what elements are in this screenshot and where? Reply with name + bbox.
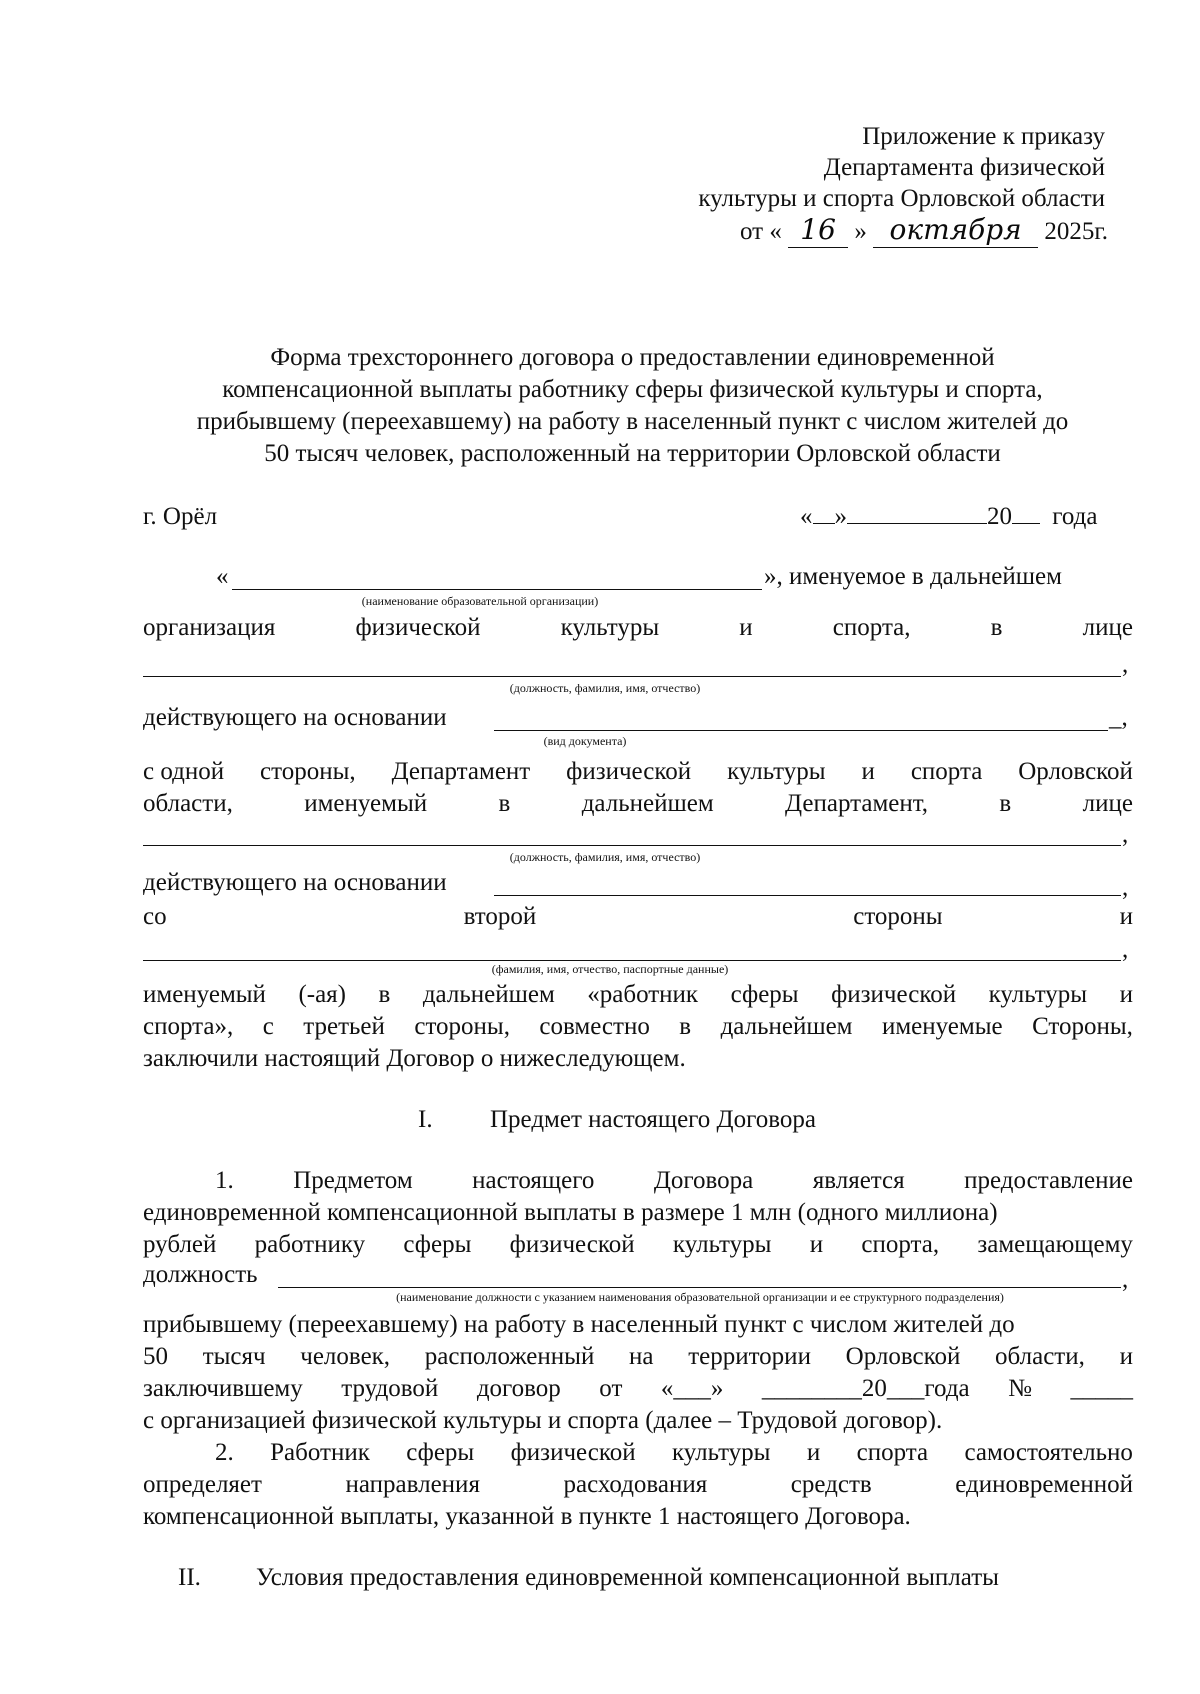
word: средств: [790, 1471, 872, 1498]
word: _____: [1070, 1375, 1133, 1402]
word: и: [861, 758, 875, 785]
word: заключившему: [143, 1375, 303, 1402]
position-line: [278, 1287, 1121, 1288]
word: работнику: [254, 1231, 366, 1258]
word: дальнейшем: [581, 790, 714, 817]
title-line-4: 50 тысяч человек, расположенный на территории Орловской области: [264, 440, 1001, 467]
word: физической: [566, 758, 692, 785]
word: с одной: [143, 758, 225, 785]
section1-title: Предмет настоящего Договора: [490, 1106, 816, 1133]
word: спорта»,: [143, 1013, 234, 1040]
word: культуры: [672, 1231, 772, 1258]
word: физической: [510, 1439, 636, 1466]
acting-basis-2: действующего на основании: [143, 869, 447, 896]
word: Стороны,: [1032, 1013, 1133, 1040]
word: 2.: [215, 1439, 234, 1466]
date-month-field: [873, 215, 1038, 248]
word: совместно: [539, 1013, 650, 1040]
word: и: [1119, 981, 1133, 1008]
header-line-1: Приложение к приказу: [862, 123, 1105, 150]
year-word: года: [1052, 503, 1098, 530]
section2-title: Условия предоставления единовременной компенсационной выплаты: [256, 1564, 999, 1591]
word: 1.: [215, 1167, 234, 1194]
word: спорта: [910, 758, 983, 785]
comma: ,: [1122, 1266, 1129, 1293]
month-blank: [847, 523, 987, 524]
p1-line-6: [143, 1342, 1133, 1372]
word: «___»: [660, 1375, 724, 1402]
word: Орловской: [845, 1343, 961, 1370]
city: г. Орёл: [143, 503, 218, 530]
word: определяет: [143, 1471, 262, 1498]
word: и: [806, 1439, 821, 1466]
word: именуемые: [881, 1013, 1003, 1040]
word: сферы: [403, 1231, 472, 1258]
word: «работник: [587, 981, 699, 1008]
word: области,: [143, 790, 233, 817]
word: стороны,: [260, 758, 356, 785]
p1-line-1: [215, 1166, 1133, 1196]
word: сферы: [406, 1439, 475, 1466]
word: рублей: [143, 1231, 217, 1258]
date-day-field: [788, 215, 848, 248]
word: стороны,: [414, 1013, 510, 1040]
word: второй: [463, 903, 537, 930]
word: в: [498, 790, 511, 817]
org-quote-open: «: [216, 563, 229, 590]
word: физической: [355, 614, 481, 641]
word: культуры: [671, 1439, 771, 1466]
word: спорта: [856, 1439, 929, 1466]
word: Департамент,: [785, 790, 929, 817]
word: направления: [345, 1471, 480, 1498]
word: 50: [143, 1343, 168, 1370]
line-named-worker: [143, 980, 1133, 1010]
p1-line-4-label: должность: [143, 1261, 258, 1288]
word: в: [990, 614, 1003, 641]
word: дальнейшем: [422, 981, 555, 1008]
word: Работник: [270, 1439, 370, 1466]
word: в: [679, 1013, 692, 1040]
comma: ,: [1122, 821, 1129, 848]
word: в: [999, 790, 1012, 817]
word: со: [143, 903, 167, 930]
date-day-handwritten: 16: [800, 213, 836, 246]
word: Предметом: [293, 1167, 413, 1194]
year-blank: [1012, 523, 1040, 524]
section2-number: II.: [178, 1564, 201, 1591]
p2-line-2: [143, 1470, 1133, 1500]
word: культуры: [727, 758, 826, 785]
p1-line-8: с организацией физической культуры и спорта (далее – Трудовой договор).: [143, 1407, 943, 1434]
word: расположенный: [424, 1343, 595, 1370]
word: стороны: [853, 903, 943, 930]
word: области,: [995, 1343, 1085, 1370]
word: третьей: [303, 1013, 385, 1040]
basis2-line: [494, 895, 1121, 896]
date-prefix: от «: [740, 218, 782, 245]
word: трудовой: [341, 1375, 439, 1402]
word: является: [812, 1167, 905, 1194]
word: ________20___года: [761, 1375, 970, 1402]
word: расходования: [563, 1471, 708, 1498]
word: и: [809, 1231, 824, 1258]
word: лице: [1082, 790, 1133, 817]
worker-line: [143, 960, 1121, 961]
p2-line-3: компенсационной выплаты, указанной в пункте 1 настоящего Договора.: [143, 1503, 911, 1530]
day-blank: [813, 523, 835, 524]
comma: ,: [1122, 651, 1129, 678]
line-third-side: [143, 1012, 1133, 1042]
word: лице: [1082, 614, 1133, 641]
year-prefix: 20: [987, 503, 1012, 530]
word: Договора: [653, 1167, 754, 1194]
word: культуры: [560, 614, 660, 641]
p2-line-1: [215, 1438, 1133, 1468]
header-date: [740, 215, 1108, 248]
document-type-line: [494, 730, 1108, 731]
word: и: [1119, 903, 1133, 930]
word: на: [629, 1343, 654, 1370]
concluded-line: заключили настоящий Договор о нижеследующем.: [143, 1045, 686, 1072]
p1-line-3: [143, 1230, 1133, 1260]
line-second-side: [143, 902, 1133, 932]
word: спорта,: [861, 1231, 940, 1258]
person1-line: [143, 676, 1121, 677]
word: физической: [831, 981, 957, 1008]
word: человек,: [300, 1343, 391, 1370]
word: предоставление: [964, 1167, 1133, 1194]
word: самостоятельно: [964, 1439, 1133, 1466]
date-month-handwritten: октября: [889, 213, 1022, 246]
comma: ,: [1122, 874, 1129, 901]
line-org-words: [143, 613, 1133, 643]
caption-person1: (должность, фамилия, имя, отчество): [509, 681, 701, 695]
org-name-line: [232, 589, 762, 590]
word: №: [1008, 1375, 1032, 1402]
word: в: [378, 981, 391, 1008]
word: культуры: [988, 981, 1088, 1008]
org-named-suffix: », именуемое в дальнейшем: [764, 563, 1062, 590]
comma: ,: [1122, 936, 1129, 963]
word: единовременной: [955, 1471, 1133, 1498]
word: договор: [476, 1375, 561, 1402]
date-close-quote: »: [834, 503, 847, 530]
caption-person2: (должность, фамилия, имя, отчество): [509, 850, 701, 864]
title-line-1: Форма трехстороннего договора о предоставлении единовременной: [270, 344, 995, 371]
word: территории: [688, 1343, 811, 1370]
p1-line-5: прибывшему (переехавшему) на работу в населенный пункт с числом жителей до: [143, 1311, 1015, 1338]
word: дальнейшем: [720, 1013, 853, 1040]
word: Департамент: [391, 758, 531, 785]
title-line-2: компенсационной выплаты работнику сферы физической культуры и спорта,: [222, 376, 1043, 403]
caption-passport: (фамилия, имя, отчество, паспортные данные): [491, 962, 729, 976]
section1-number: I.: [418, 1106, 433, 1133]
header-line-3: культуры и спорта Орловской области: [698, 185, 1105, 212]
word: замещающему: [977, 1231, 1133, 1258]
word: сферы: [730, 981, 799, 1008]
header-line-2: Департамента физической: [823, 154, 1105, 181]
word: именуемый: [143, 981, 266, 1008]
line-department: [143, 789, 1133, 819]
word: физической: [509, 1231, 635, 1258]
word: организация: [143, 614, 276, 641]
word: настоящего: [472, 1167, 595, 1194]
line-one-side: [143, 757, 1133, 787]
word: от: [599, 1375, 623, 1402]
person2-line: [143, 845, 1121, 846]
word: с: [262, 1013, 274, 1040]
p1-line-2: единовременной компенсационной выплаты в размере 1 млн (одного миллиона): [143, 1199, 998, 1226]
word: и: [1119, 1343, 1133, 1370]
word: тысяч: [202, 1343, 266, 1370]
contract-date: [800, 502, 1097, 532]
word: (-ая): [298, 981, 347, 1008]
caption-position: (наименование должности с указанием наименования образовательной организации и ее структурного подразделения): [396, 1290, 1004, 1304]
caption-document-type: (вид документа): [543, 734, 627, 748]
word: именуемый: [304, 790, 428, 817]
date-open-quote: «: [800, 503, 813, 530]
date-mid: »: [854, 218, 867, 245]
word: спорта,: [832, 614, 911, 641]
comma-tail: _,: [1109, 704, 1128, 731]
acting-basis-1: действующего на основании: [143, 704, 447, 731]
title-line-3: прибывшему (переехавшему) на работу в населенный пункт с числом жителей до: [196, 408, 1069, 435]
date-year: 2025г.: [1044, 218, 1109, 245]
p1-line-7: [143, 1374, 1133, 1404]
caption-org-name: (наименование образовательной организации): [361, 594, 599, 608]
word: Орловской: [1018, 758, 1133, 785]
word: и: [739, 614, 753, 641]
